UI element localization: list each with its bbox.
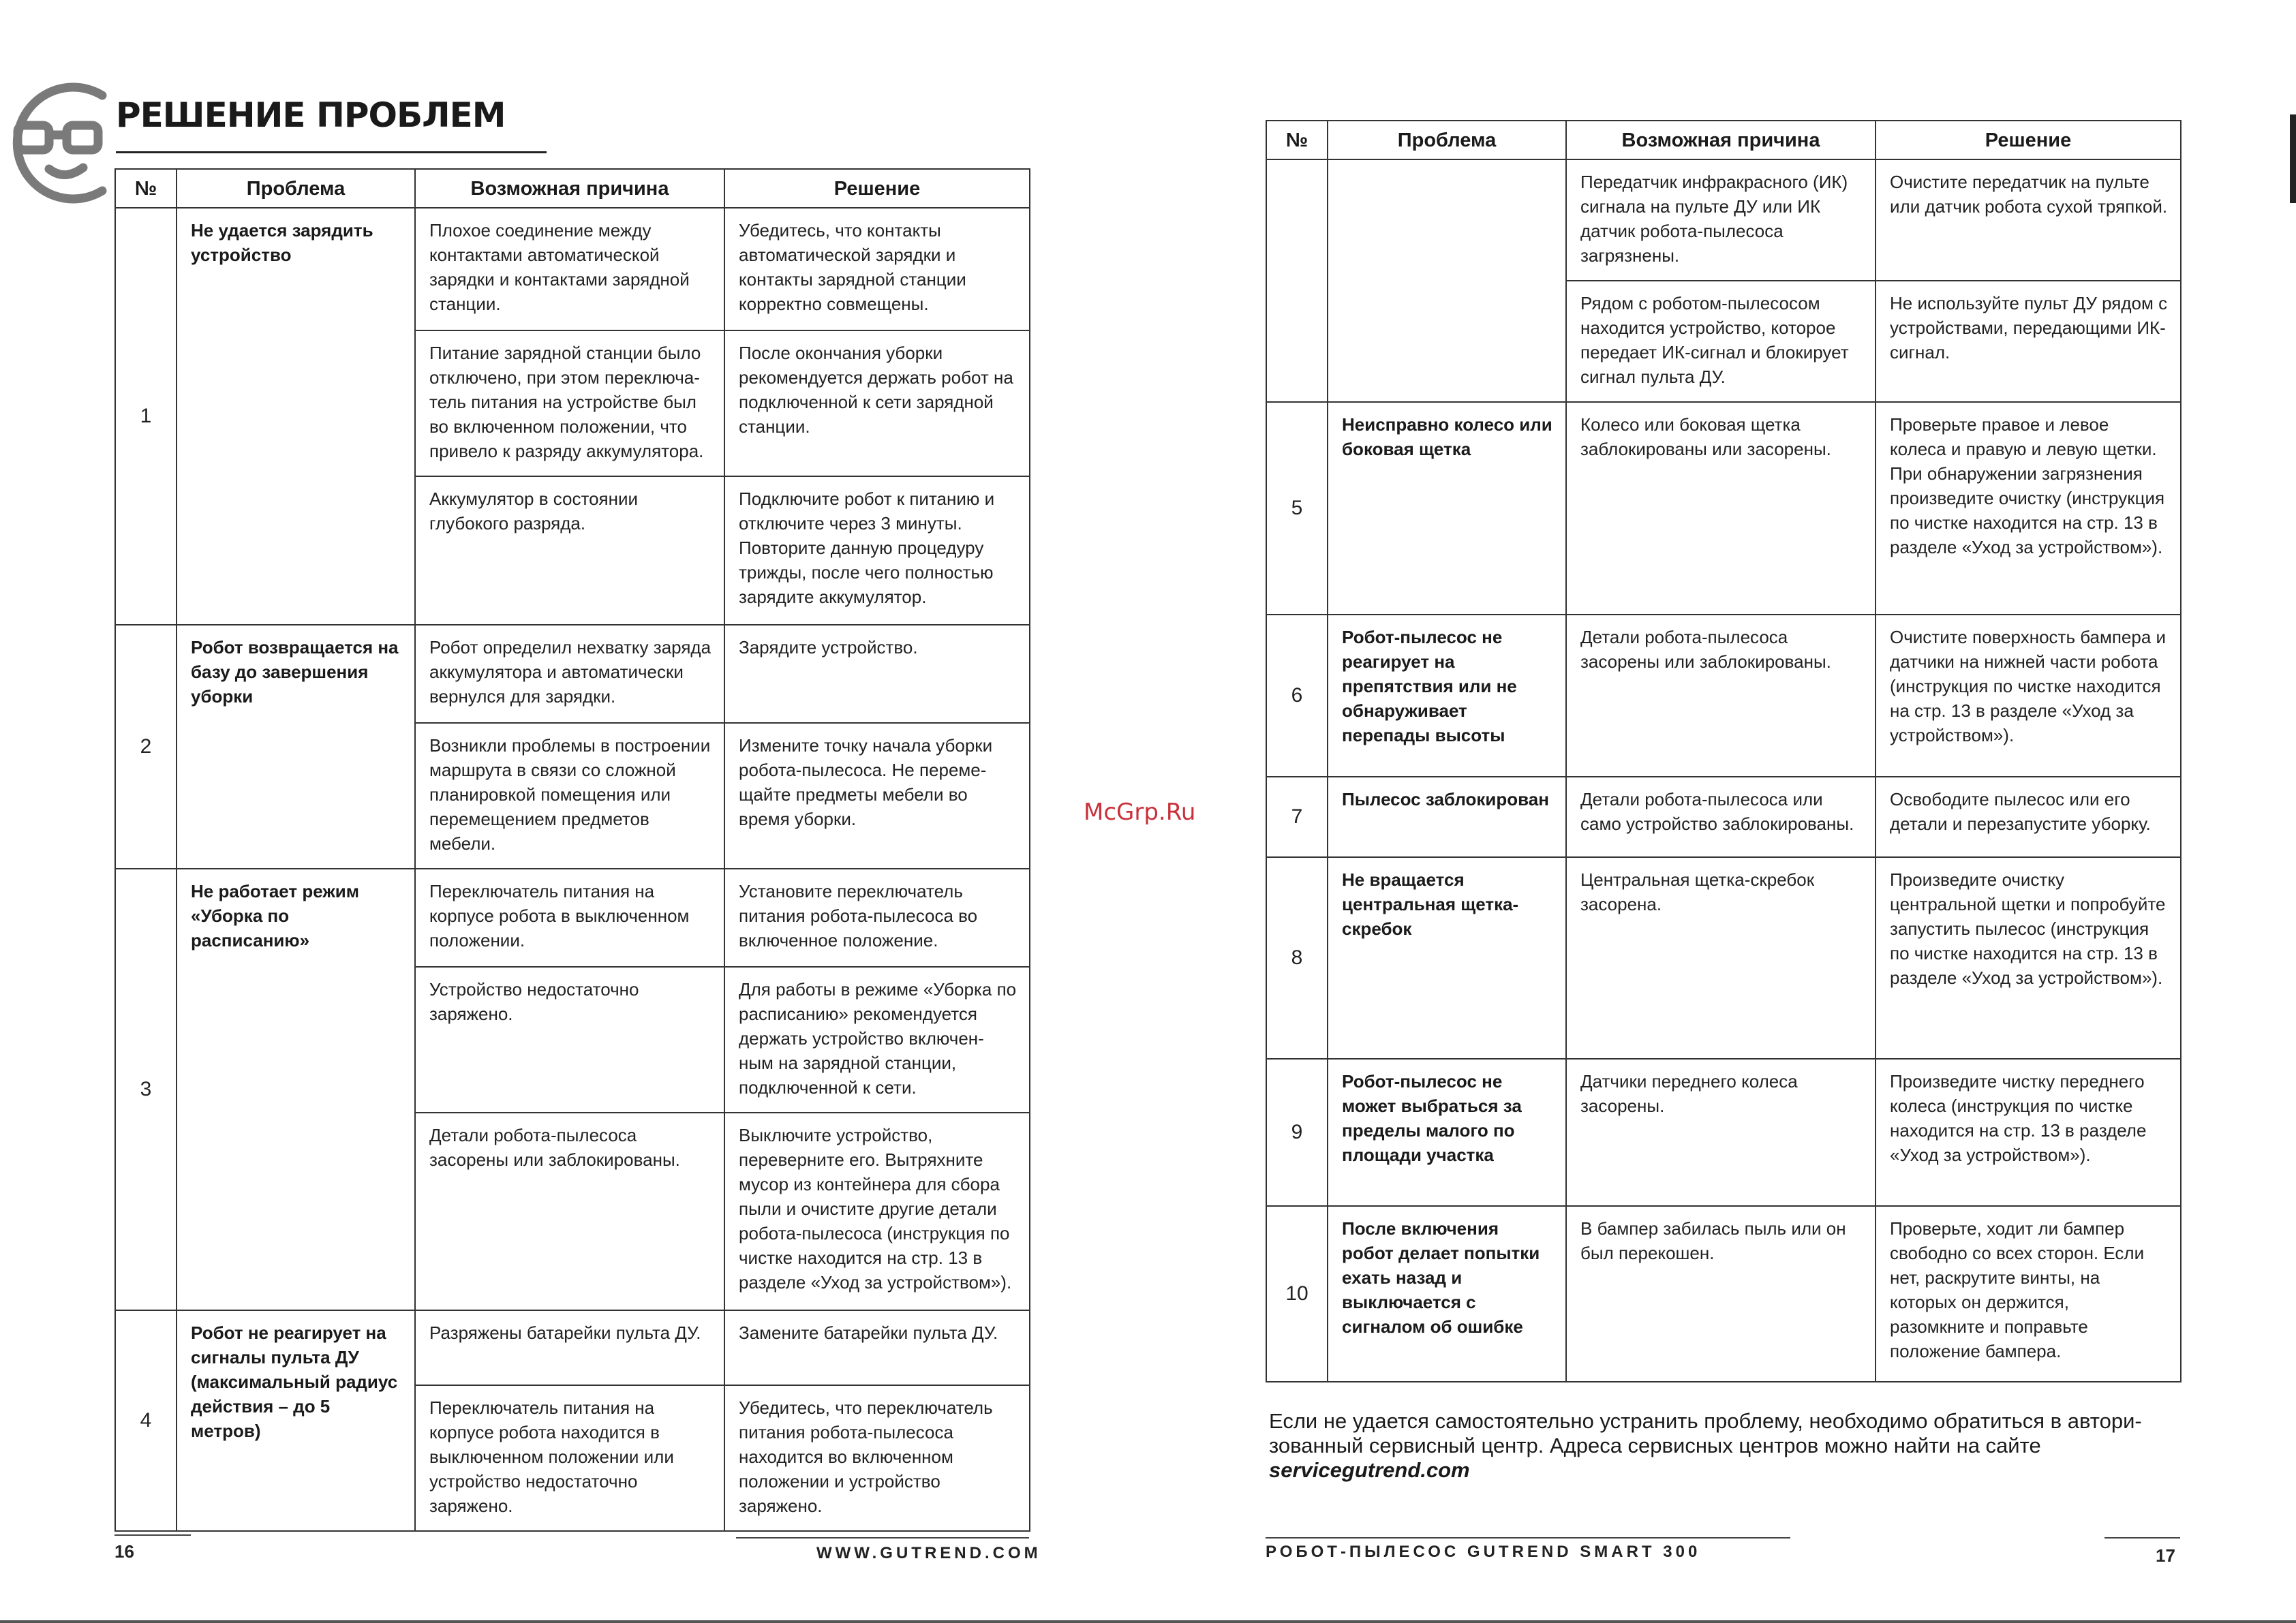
header-cause: Возможная причина: [415, 169, 724, 208]
header-problem: Проблема: [177, 169, 415, 208]
row-number: 8: [1266, 857, 1328, 1059]
row-number: 9: [1266, 1059, 1328, 1206]
table-row: [1266, 1059, 2181, 1206]
footer-rule: [736, 1537, 1029, 1539]
service-note-text: Если не удается самостоятельно устранить проблему, необходимо обратиться в автори-зованный сервисный центр. Адреса сервисных центров можно найти на сайте: [1269, 1409, 2142, 1457]
table-header-row: [1266, 121, 2181, 159]
footer-website: WWW.GUTREND.COM: [816, 1544, 1041, 1562]
row-number: 5: [1266, 402, 1328, 615]
problem-cell: Не вращается центральная щетка-скребок: [1328, 857, 1566, 1059]
solution-cell: Зарядите устройство.: [724, 625, 1030, 723]
solution-cell: Не используйте пульт ДУ рядом с устройствами, передающими ИК-сигнал.: [1876, 281, 2181, 402]
solution-cell: Произведите чистку переднего колеса (инструкция по чистке находится на стр. 13 в разделе «Уход за устройством»).: [1876, 1059, 2181, 1206]
cause-cell: Передатчик инфракрасного (ИК) сигнала на пульте ДУ или ИК датчик робота-пылесоса загрязнены.: [1566, 159, 1876, 281]
table-row: [115, 208, 1030, 330]
header-number: №: [1266, 121, 1328, 159]
solution-cell: Очистите передатчик на пульте или датчик робота сухой тряпкой.: [1876, 159, 2181, 281]
cause-cell: Питание зарядной станции было отключено, при этом переключа-тель питания на устройстве был во включенном положении, что привело к разряду аккумулятора.: [415, 330, 724, 476]
table-row: [115, 625, 1030, 723]
row-number: 2: [115, 625, 177, 869]
problem-cell: Неисправно колесо или боковая щетка: [1328, 402, 1566, 615]
solution-cell: Убедитесь, что контакты автоматической зарядки и контакты зарядной станции корректно совмещены.: [724, 208, 1030, 330]
cause-cell: Плохое соединение между контактами автоматической зарядки и контактами зарядной станции.: [415, 208, 724, 330]
table-row: [1266, 159, 2181, 281]
row-number: [1266, 159, 1328, 402]
row-number: 6: [1266, 615, 1328, 777]
cause-cell: В бампер забилась пыль или он был перекошен.: [1566, 1206, 1876, 1382]
footer-rule: [2104, 1537, 2180, 1539]
row-number: 7: [1266, 777, 1328, 857]
page-number-left: 16: [114, 1541, 134, 1562]
solution-cell: Произведите очистку центральной щетки и попробуйте запустить пылесос (инструкция по чистке находится на стр. 13 в разделе «Уход за устройством»).: [1876, 857, 2181, 1059]
table-row: [1266, 857, 2181, 1059]
cause-cell: Робот определил нехватку заряда аккумулятора и автоматически вернулся для зарядки.: [415, 625, 724, 723]
header-problem: Проблема: [1328, 121, 1566, 159]
solution-cell: Убедитесь, что переключатель питания робота-пылесоса находится во включенном положении и устройство заряжено.: [724, 1385, 1030, 1531]
solution-cell: Проверьте, ходит ли бампер свободно со всех сторон. Если нет, раскрутите винты, на которых он держится, разомкните и поправьте положение бампера.: [1876, 1206, 2181, 1382]
problem-cell: После включения робот делает попытки ехать назад и выключается с сигналом об ошибке: [1328, 1206, 1566, 1382]
problem-cell: Робот возвращается на базу до завершения уборки: [177, 625, 415, 869]
cause-cell: Возникли проблемы в построении маршрута в связи со сложной планировкой помещения или перемещением предметов мебели.: [415, 723, 724, 869]
solution-cell: Очистите поверхность бампера и датчики на нижней части робота (инструкция по чистке находится на стр. 13 в разделе «Уход за устройством»).: [1876, 615, 2181, 777]
cause-cell: Детали робота-пылесоса засорены или заблокированы.: [1566, 615, 1876, 777]
problem-cell: Не работает режим «Уборка по расписанию»: [177, 869, 415, 1310]
page-title: РЕШЕНИЕ ПРОБЛЕМ: [116, 95, 506, 135]
footer-product-name: РОБОТ-ПЫЛЕСОС GUTREND SMART 300: [1266, 1543, 1701, 1561]
watermark: McGrp.Ru: [1084, 799, 1196, 826]
header-number: №: [115, 169, 177, 208]
problem-cell: Робот не реагирует на сигналы пульта ДУ (максимальный радиус действия – до 5 метров): [177, 1310, 415, 1531]
cause-cell: Рядом с роботом-пылесосом находится устройство, которое передает ИК-сигнал и блокирует сигнал пульта ДУ.: [1566, 281, 1876, 402]
solution-cell: После окончания уборки рекомендуется держать робот на подключенной к сети зарядной станции.: [724, 330, 1030, 476]
problem-cell: [1328, 159, 1566, 402]
solution-cell: Измените точку начала уборки робота-пылесоса. Не переме-щайте предметы мебели во время уборки.: [724, 723, 1030, 869]
table-row: [115, 1310, 1030, 1385]
cause-cell: Устройство недостаточно заряжено.: [415, 967, 724, 1113]
title-underline: [116, 151, 547, 153]
problem-cell: Не удается зарядить устройство: [177, 208, 415, 625]
row-number: 1: [115, 208, 177, 625]
header-cause: Возможная причина: [1566, 121, 1876, 159]
header-solution: Решение: [724, 169, 1030, 208]
solution-cell: Выключите устройство, переверните его. Вытряхните мусор из контейнера для сбора пыли и очистите другие детали робота-пылесоса (инструкция по чистке находится на стр. 13 в разделе «Уход за устройством»).: [724, 1113, 1030, 1310]
row-number: 3: [115, 869, 177, 1310]
table-row: [1266, 1206, 2181, 1382]
solution-cell: Для работы в режиме «Уборка по расписанию» рекомендуется держать устройство включен-ным на зарядной станции, подключенной к сети.: [724, 967, 1030, 1113]
header-solution: Решение: [1876, 121, 2181, 159]
problem-cell: Робот-пылесос не может выбраться за пределы малого по площади участка: [1328, 1059, 1566, 1206]
cause-cell: Центральная щетка-скребок засорена.: [1566, 857, 1876, 1059]
cause-cell: Колесо или боковая щетка заблокированы или засорены.: [1566, 402, 1876, 615]
row-number: 10: [1266, 1206, 1328, 1382]
cause-cell: Переключатель питания на корпусе робота находится в выключенном положении или устройство недостаточно заряжено.: [415, 1385, 724, 1531]
solution-cell: Установите переключатель питания робота-пылесоса во включенное положение.: [724, 869, 1030, 967]
footer-rule: [114, 1534, 191, 1536]
cause-cell: Аккумулятор в состоянии глубокого разряда.: [415, 476, 724, 625]
cause-cell: Детали робота-пылесоса засорены или заблокированы.: [415, 1113, 724, 1310]
table-row: [1266, 402, 2181, 615]
solution-cell: Освободите пылесос или его детали и перезапустите уборку.: [1876, 777, 2181, 857]
problem-cell: Робот-пылесос не реагирует на препятствия или не обнаруживает перепады высоты: [1328, 615, 1566, 777]
table-row: [1266, 777, 2181, 857]
solution-cell: Замените батарейки пульта ДУ.: [724, 1310, 1030, 1385]
page-number-right: 17: [2156, 1545, 2175, 1566]
problem-cell: Пылесос заблокирован: [1328, 777, 1566, 857]
footer-rule: [1266, 1537, 1790, 1539]
troubleshooting-table-right: [1266, 120, 2182, 1382]
table-row: [115, 869, 1030, 967]
solution-cell: Подключите робот к питанию и отключите через 3 минуты. Повторите данную процедуру трижды, после чего полностью зарядите аккумулятор.: [724, 476, 1030, 625]
service-center-note: [1269, 1409, 2196, 1483]
brand-logo-icon: [0, 75, 119, 211]
cause-cell: Датчики переднего колеса засорены.: [1566, 1059, 1876, 1206]
table-row: [1266, 615, 2181, 777]
table-header-row: [115, 169, 1030, 208]
cause-cell: Переключатель питания на корпусе робота в выключенном положении.: [415, 869, 724, 967]
bottom-border: [0, 1620, 2296, 1623]
troubleshooting-table-left: [114, 168, 1030, 1532]
service-site-link[interactable]: servicegutrend.com: [1269, 1458, 1470, 1482]
page-edge-mark: [2290, 114, 2296, 203]
row-number: 4: [115, 1310, 177, 1531]
cause-cell: Детали робота-пылесоса или само устройство заблокированы.: [1566, 777, 1876, 857]
cause-cell: Разряжены батарейки пульта ДУ.: [415, 1310, 724, 1385]
solution-cell: Проверьте правое и левое колеса и правую и левую щетки. При обнаружении загрязнения произведите очистку (инструкция по чистке находится на стр. 13 в разделе «Уход за устройством»).: [1876, 402, 2181, 615]
